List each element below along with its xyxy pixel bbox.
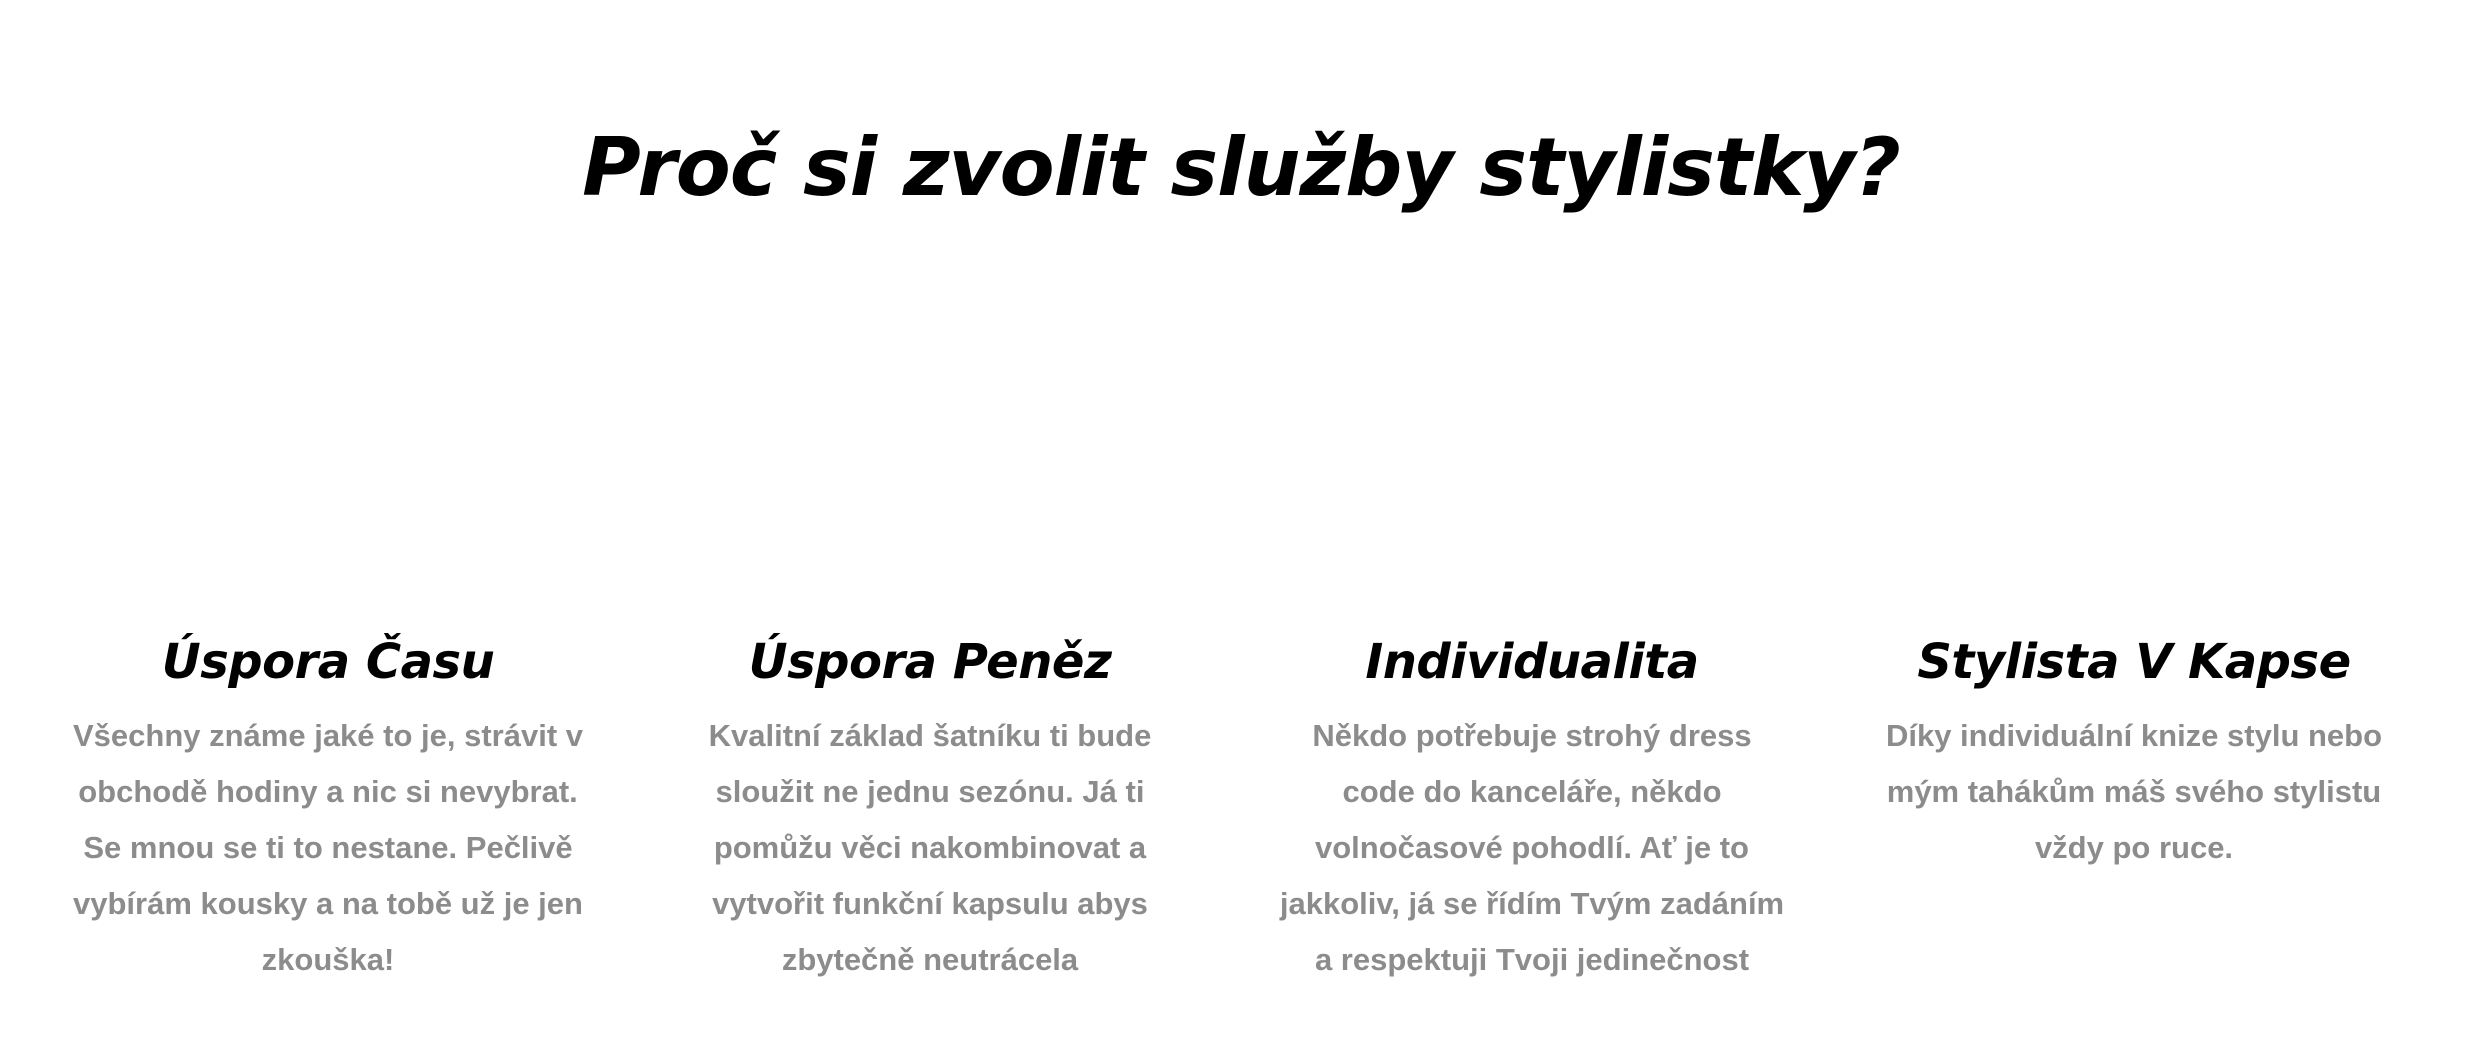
feature-title: Úspora Času — [161, 634, 495, 690]
feature-pocket-stylist — [1854, 630, 2414, 876]
feature-title: Úspora Peněz — [748, 634, 1112, 690]
feature-money-saving — [650, 630, 1210, 988]
feature-description: Kvalitní základ šatníku ti bude sloužit ne jednu sezónu. Já ti pomůžu věci nakombinovat a vytvořit funkční kapsulu abys zbytečně neutrácela — [708, 718, 1152, 977]
feature-time-saving — [48, 630, 608, 988]
feature-description: Někdo potřebuje strohý dress code do kanceláře, někdo volnočasové pohodlí. Ať je to jakkoliv, já se řídím Tvým zadáním a respektuji Tvoji jedinečnost — [1279, 718, 1785, 977]
feature-description: Díky individuální knize stylu nebo mým tahákům máš svého stylistu vždy po ruce. — [1885, 718, 2383, 865]
section-title: Proč si zvolit služby stylistky? — [582, 121, 1900, 214]
features-row — [0, 630, 2482, 1010]
feature-title: Stylista V Kapse — [1917, 634, 2351, 690]
feature-title: Individualita — [1365, 634, 1699, 690]
feature-individuality — [1252, 630, 1812, 988]
feature-description: Všechny známe jaké to je, strávit v obchodě hodiny a nic si nevybrat. Se mnou se ti to nestane. Pečlivě vybírám kousky a na tobě už je jen zkouška! — [72, 718, 584, 977]
